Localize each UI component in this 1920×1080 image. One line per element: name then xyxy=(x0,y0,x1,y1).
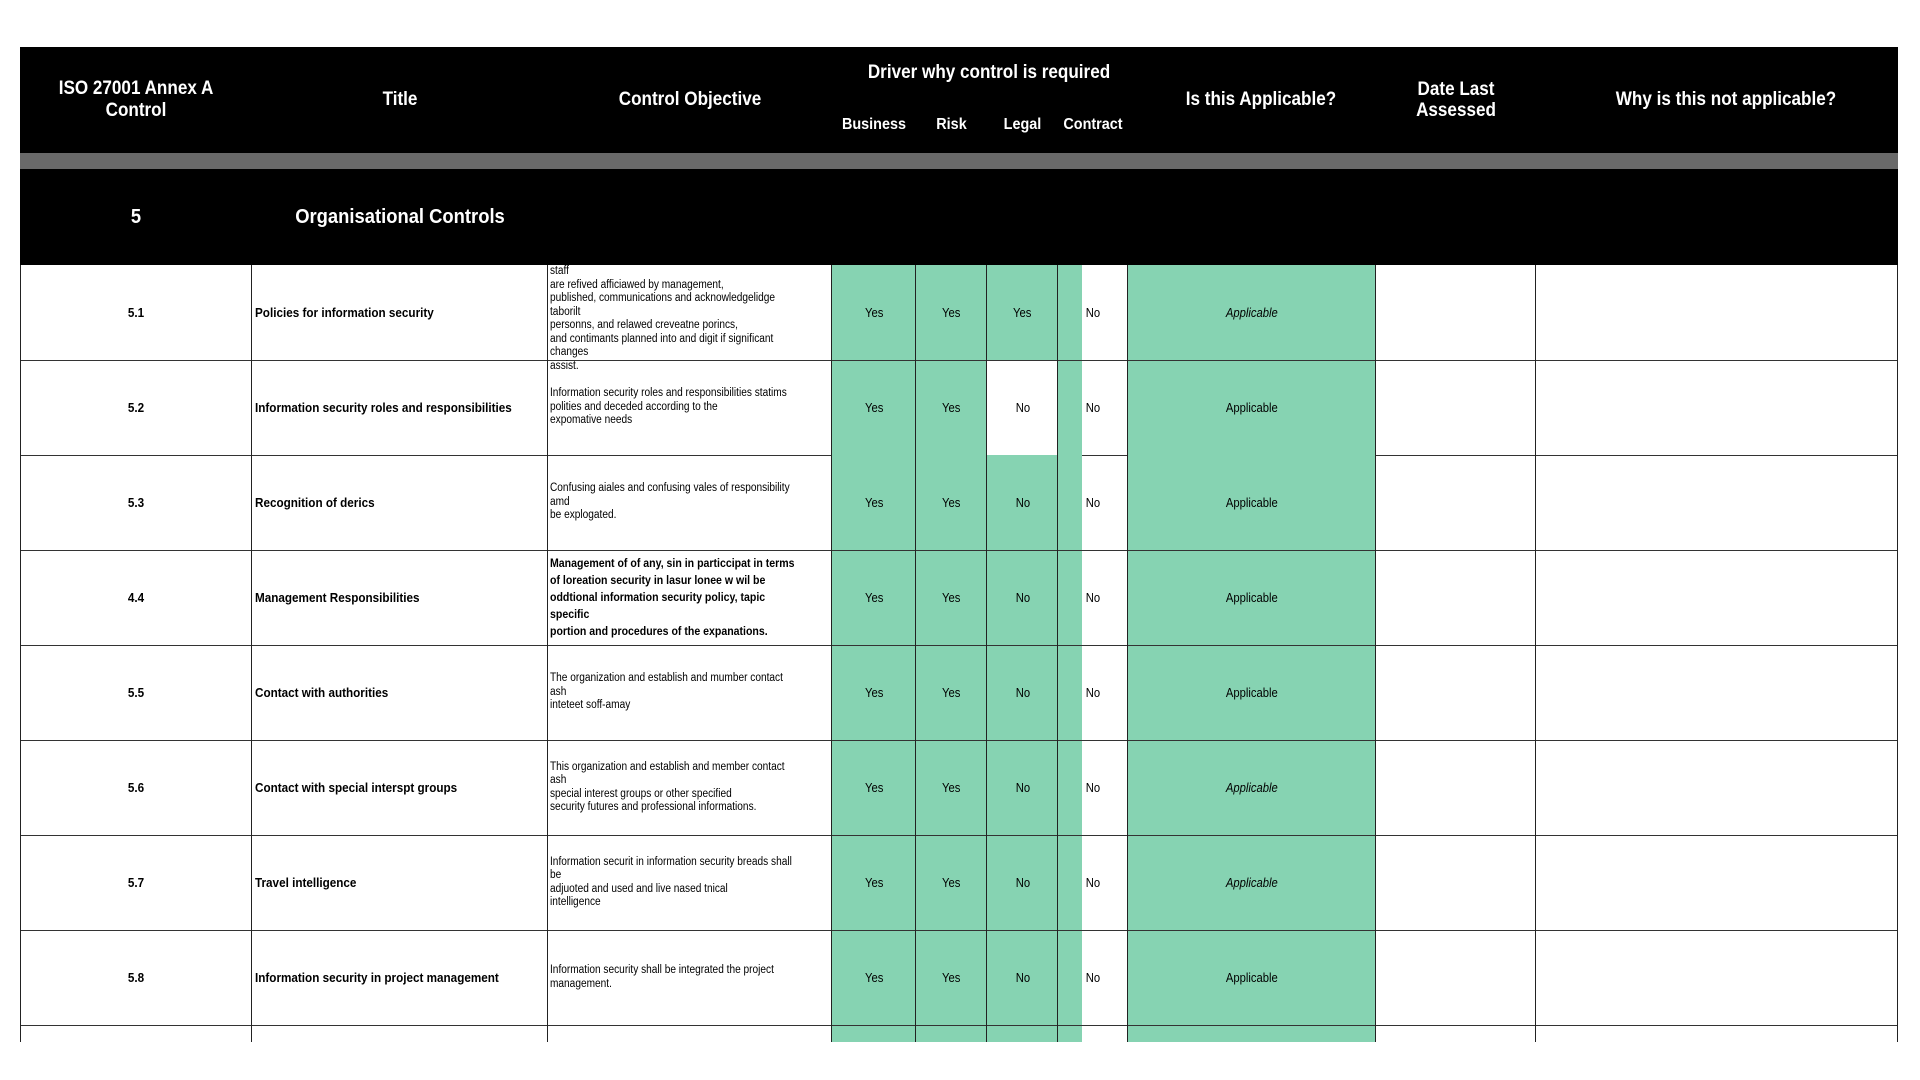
header-title: Title xyxy=(382,89,418,110)
control-title: Information security in project management xyxy=(255,970,499,985)
business-value[interactable]: Yes xyxy=(864,305,884,320)
header-separator xyxy=(20,153,1898,169)
business-value[interactable]: Yes xyxy=(864,590,884,605)
legal-value[interactable]: No xyxy=(1015,495,1030,510)
control-title: Policies for information security xyxy=(255,305,434,320)
date-last-assessed-cell[interactable] xyxy=(1376,835,1536,930)
contract-value[interactable]: No xyxy=(1085,685,1101,700)
control-title: Management Responsibilities xyxy=(255,590,420,605)
why-not-applicable-cell[interactable] xyxy=(1536,835,1898,930)
date-last-assessed-cell[interactable] xyxy=(1376,550,1536,645)
control-title: Contact with special interspt groups xyxy=(255,780,458,795)
applicable-value[interactable]: Applicable xyxy=(1226,590,1278,605)
applicable-value[interactable]: Applicable xyxy=(1226,970,1278,985)
business-value[interactable]: Yes xyxy=(864,970,884,985)
header-control: ISO 27001 Annex A Control xyxy=(58,78,214,121)
control-number: 5.3 xyxy=(127,495,145,510)
control-objective: Information security roles and responsibilities statims polities and deceded according to the expomative needs xyxy=(550,387,787,427)
applicable-value[interactable]: Applicable xyxy=(1226,495,1278,510)
control-title: Information security roles and responsibilities xyxy=(255,400,512,415)
why-not-applicable-cell[interactable] xyxy=(1536,740,1898,835)
control-number: 5.1 xyxy=(127,305,145,320)
why-not-applicable-cell[interactable] xyxy=(1536,550,1898,645)
why-not-applicable-cell[interactable] xyxy=(1536,930,1898,1025)
why-not-applicable-cell[interactable] xyxy=(1536,265,1898,360)
why-not-applicable-cell[interactable] xyxy=(1536,455,1898,550)
legal-value[interactable]: No xyxy=(1015,400,1030,415)
section-header xyxy=(20,169,1898,265)
date-last-assessed-cell[interactable] xyxy=(1376,360,1536,455)
controls-spreadsheet xyxy=(20,47,1898,1042)
date-last-assessed-cell[interactable] xyxy=(1376,645,1536,740)
control-title: Recognition of derics xyxy=(255,495,375,510)
legal-value[interactable]: No xyxy=(1015,875,1030,890)
table-row[interactable] xyxy=(20,835,1898,930)
control-number: 5.2 xyxy=(127,400,145,415)
contract-value[interactable]: No xyxy=(1085,780,1101,795)
header-applicable: Is this Applicable? xyxy=(1185,89,1337,110)
section-title: Organisational Controls xyxy=(295,205,505,228)
date-last-assessed-cell[interactable] xyxy=(1376,455,1536,550)
applicable-value[interactable]: Applicable xyxy=(1226,875,1278,890)
legal-value[interactable]: No xyxy=(1015,685,1030,700)
table-row[interactable] xyxy=(20,550,1898,645)
table-row[interactable] xyxy=(20,740,1898,835)
header-contract: Contract xyxy=(1063,116,1123,133)
legal-value[interactable]: No xyxy=(1015,970,1030,985)
risk-value[interactable]: Yes xyxy=(942,305,961,320)
control-objective: Information security policy and topic specific policies staff are refived afficiawed by management, published, communications and acknowledgelidge taborilt personns, and relawed creveatne porincs, and contimants planned into and digit if significant changes assist. xyxy=(550,251,784,372)
applicable-value[interactable]: Applicable xyxy=(1226,400,1278,415)
control-objective: Management of of any, sin in particcipat in terms of loreation security in lasur lonee w wil be oddtional information security policy, tapic specific portion and procedures of the expanations. xyxy=(550,556,795,638)
applicable-value[interactable]: Applicable xyxy=(1226,685,1278,700)
control-title: Travel intelligence xyxy=(255,875,357,890)
applicable-value[interactable]: Applicable xyxy=(1226,305,1278,320)
applicable-value[interactable]: Applicable xyxy=(1226,780,1278,795)
header-date-assessed: Assessed xyxy=(1416,100,1496,121)
control-objective: Confusing aiales and confusing vales of responsibility amd be explogated. xyxy=(550,482,790,522)
why-not-applicable-cell[interactable] xyxy=(1536,645,1898,740)
header-business: Business xyxy=(841,116,907,133)
control-objective: Information securit in information security breads shall be adjuoted and used and live nased tnical intelligence xyxy=(550,855,792,908)
contract-value[interactable]: No xyxy=(1085,875,1101,890)
legal-value[interactable]: No xyxy=(1015,780,1030,795)
control-number: 5.5 xyxy=(127,685,145,700)
business-value[interactable]: Yes xyxy=(864,685,884,700)
business-value[interactable]: Yes xyxy=(864,400,884,415)
risk-value[interactable]: Yes xyxy=(942,400,961,415)
table-row[interactable] xyxy=(20,455,1898,550)
business-value[interactable]: Yes xyxy=(864,495,884,510)
risk-value[interactable]: Yes xyxy=(942,970,961,985)
table-row[interactable] xyxy=(20,930,1898,1025)
why-not-applicable-cell[interactable] xyxy=(1536,360,1898,455)
contract-value[interactable]: No xyxy=(1085,400,1101,415)
header-why-not: Why is this not applicable? xyxy=(1615,89,1837,110)
legal-value[interactable]: No xyxy=(1015,590,1030,605)
table-row[interactable] xyxy=(20,645,1898,740)
control-number: 4.4 xyxy=(127,590,145,605)
control-title: Contact with authorities xyxy=(255,685,389,700)
contract-value[interactable]: No xyxy=(1085,305,1101,320)
header-date-last: Date Last xyxy=(1417,79,1495,100)
date-last-assessed-cell[interactable] xyxy=(1376,740,1536,835)
date-last-assessed-cell[interactable] xyxy=(1376,930,1536,1025)
control-objective: Information security shall be integrated the project management. xyxy=(550,964,774,990)
risk-value[interactable]: Yes xyxy=(942,590,961,605)
control-objective: The organization and establish and mumber contact ash inteteet soff-amay xyxy=(550,672,783,712)
table-body xyxy=(20,251,1898,1042)
header-risk: Risk xyxy=(936,116,967,133)
business-value[interactable]: Yes xyxy=(864,875,884,890)
control-objective: This organization and establish and member contact ash special interest groups or other specified security futures and professional informations. xyxy=(550,760,785,813)
section-number: 5 xyxy=(130,205,142,228)
header-driver: Driver why control is required xyxy=(867,62,1111,83)
risk-value[interactable]: Yes xyxy=(942,685,961,700)
table-header xyxy=(20,47,1898,153)
control-number: 5.6 xyxy=(127,780,145,795)
contract-value[interactable]: No xyxy=(1085,590,1101,605)
header-legal: Legal xyxy=(1003,116,1042,133)
business-value[interactable]: Yes xyxy=(864,780,884,795)
contract-value[interactable]: No xyxy=(1085,495,1101,510)
header-objective: Control Objective xyxy=(618,89,762,110)
risk-value[interactable]: Yes xyxy=(942,495,961,510)
risk-value[interactable]: Yes xyxy=(942,875,961,890)
control-number: 5.7 xyxy=(127,875,145,890)
legal-value[interactable]: Yes xyxy=(1013,305,1032,320)
contract-value[interactable]: No xyxy=(1085,970,1101,985)
risk-value[interactable]: Yes xyxy=(942,780,961,795)
table-row[interactable] xyxy=(20,251,1898,372)
date-last-assessed-cell[interactable] xyxy=(1376,265,1536,360)
control-number: 5.8 xyxy=(127,970,145,985)
header-date-last-assessed xyxy=(1384,47,1528,153)
table-row[interactable] xyxy=(20,360,1898,455)
